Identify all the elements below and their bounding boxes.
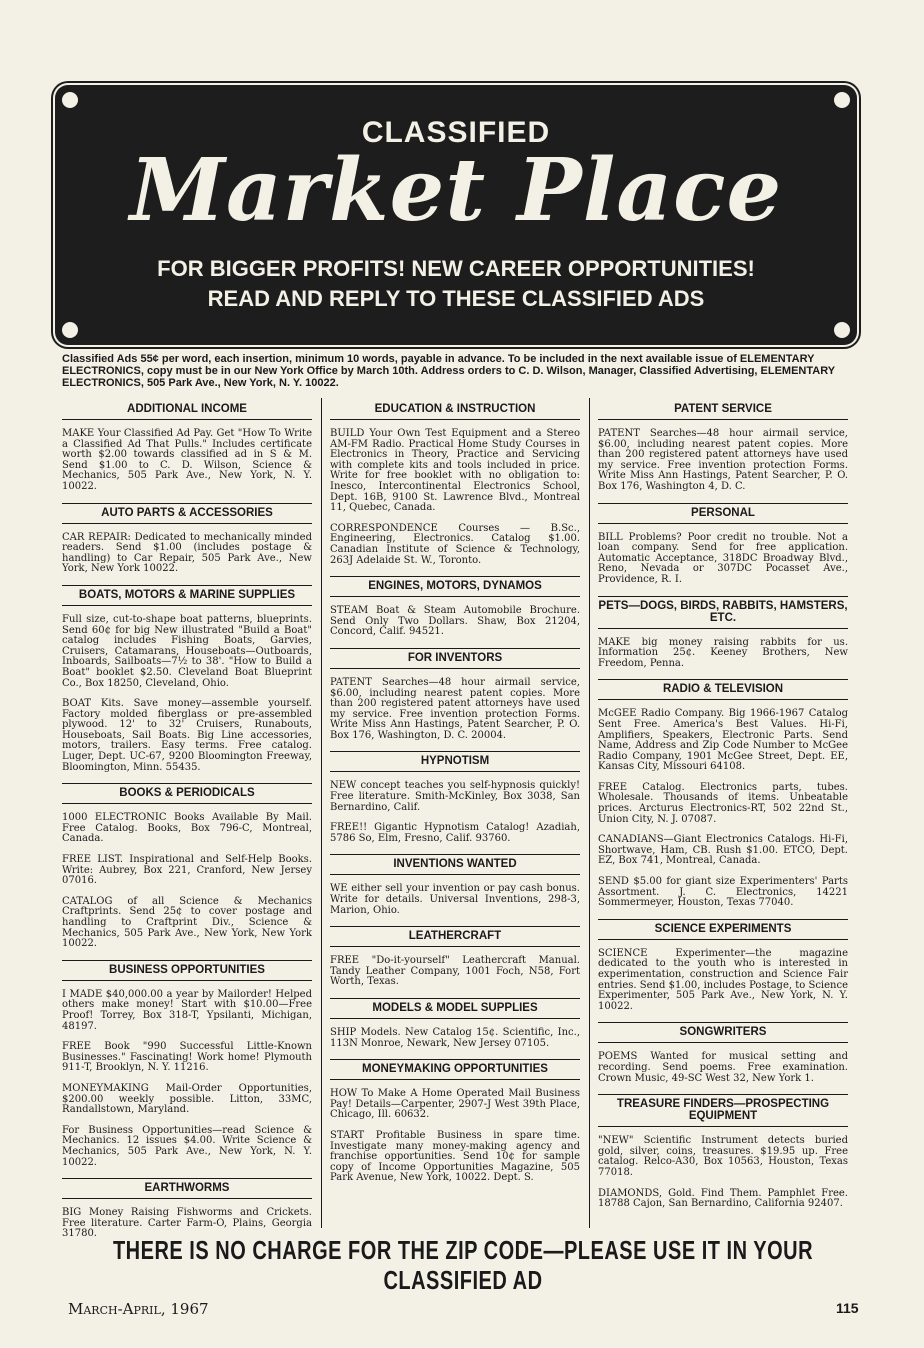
classified-ad: CAR REPAIR: Dedicated to mechanically minded readers. Send $1.00 (includes postage & handling) to Car Repair, 505 Park Ave., New York, New York 10022. [62,531,312,575]
classified-ad: HOW To Make A Home Operated Mail Business Pay! Details—Carpenter, 2907-J West 39th Place, Chicago, Ill. 60632. [330,1088,580,1121]
classified-ad: WE either sell your invention or pay cash bonus. Write for details. Universal Inventions, 298-3, Marion, Ohio. [330,883,580,916]
classified-ad: I MADE $40,000.00 a year by Mailorder! Helped others make money! Start with $10.00—Free Proof! Torrey, Box 318-T, Ypsilanti, Michigan, 48197. [62,988,312,1032]
ad-section [62,585,312,773]
ad-section [330,400,580,566]
column-3 [598,394,848,1220]
classified-ad: "NEW" Scientific Instrument detects buried gold, silver, coins, treasures. $19.95 up. Free catalog. Relco-A30, Box 10563, Houston, Texas 77018. [598,1135,848,1178]
section-heading: LEATHERCRAFT [330,926,580,947]
section-heading: AUTO PARTS & ACCESSORIES [62,503,312,524]
corner-dot [834,92,850,108]
section-heading: MODELS & MODEL SUPPLIES [330,998,580,1019]
classified-ad: DIAMONDS, Gold. Find Them. Pamphlet Free. 18788 Cajon, San Bernardino, California 92407. [598,1187,848,1210]
ad-section [598,596,848,670]
section-heading: ADDITIONAL INCOME [62,400,312,420]
banner-classified: CLASSIFIED [361,116,551,149]
section-heading: TREASURE FINDERS—PROSPECTING EQUIPMENT [598,1094,848,1127]
ad-section [330,998,580,1049]
ad-section [330,648,580,742]
classified-ad: START Profitable Business in spare time. Investigate many money-making agency and franchise opportunities. Send 10¢ for sample copy of Income Opportunities Magazine, 505 Park Avenue, New York, 10022. Dept. S. [330,1129,580,1184]
section-heading: ENGINES, MOTORS, DYNAMOS [330,576,580,597]
classified-ad: SHIP Models. New Catalog 15¢. Scientific, Inc., 113N Monroe, Newark, New Jersey 07105. [330,1027,580,1049]
section-heading: EDUCATION & INSTRUCTION [330,400,580,420]
classified-ad: 1000 ELECTRONIC Books Available By Mail. Free Catalog. Books, Box 796-C, Montreal, Canada. [62,812,312,845]
classified-ad: SCIENCE Experimenter—the magazine dedicated to the youth who is interested in experimentation, construction and Science Fair entries. Send $1.00, includes Postage, to Science Experimenter, 505 Park Ave., New York, N. Y. 10022. [598,947,848,1012]
classified-ad: NEW concept teaches you self-hypnosis quickly! Free literature. Smith-McKinley, Box 3038, San Bernardino, Calif. [330,780,580,813]
section-heading: PATENT SERVICE [598,400,848,420]
classified-ad: MAKE big money raising rabbits for us. Information 25¢. Keeney Brothers, New Freedom, Penna. [598,636,848,669]
ad-section [62,960,312,1168]
column-divider [321,398,322,1228]
intro-paragraph: Classified Ads 55¢ per word, each insertion, minimum 10 words, payable in advance. To be included in the next available issue of ELEMENTARY ELECTRONICS, copy must be in our New York Office by March 10th. Address orders to C. D. Wilson, Manager, Classified Advertising, ELEMENTARY ELECTRONICS, 505 Park Ave., New York, N. Y. 10022. [62,353,835,389]
section-heading: BOATS, MOTORS & MARINE SUPPLIES [62,585,312,606]
classified-ad: CANADIANS—Giant Electronics Catalogs. Hi-Fi, Shortwave, Ham, CB. Rush $1.00. ETCO, Dept. EZ, Box 741, Montreal, Canada. [598,834,848,867]
banner-title: Market Place [129,140,783,241]
classified-ad: POEMS Wanted for musical setting and recording. Send poems. Free examination. Crown Music, 49-SC West 32, New York 1. [598,1051,848,1084]
ad-section [330,576,580,638]
classified-ad: McGEE Radio Company. Big 1966-1967 Catalog Sent Free. America's Best Values. Hi-Fi, Amplifiers, Speakers, Electronic Parts. Send Name, Address and Zip Code Number to McGee Radio Company, 1901 McGee Street, Dept. EE, Kansas City, Missouri 64108. [598,708,848,773]
ad-section [330,854,580,916]
classified-ad: SEND $5.00 for giant size Experimenters' Parts Assortment. J. C. Electronics, 14221 Sommermeyer, Houston, Texas 77040. [598,876,848,909]
ad-section [330,1059,580,1184]
ad-section [62,783,312,950]
ad-section [598,1094,848,1210]
issue-date: March-April, 1967 [68,1300,209,1318]
section-heading: MONEYMAKING OPPORTUNITIES [330,1059,580,1080]
ad-columns [60,394,866,1242]
ad-section [62,503,312,575]
classified-ad: BIG Money Raising Fishworms and Crickets. Free literature. Carter Farm-O, Plains, Georgia 31780. [62,1207,312,1240]
ad-section [62,1178,312,1240]
classified-ad: CATALOG of all Science & Mechanics Craftprints. Send 25¢ to cover postage and handling to Craftprint Div., Science & Mechanics, 505 Park Ave., New York, New York 10022. [62,895,312,950]
classified-ad: FREE Catalog. Electronics parts, tubes. Wholesale. Thousands of items. Unbeatable prices. Arcturus Electronics-RT, 502 22nd St., Union City, N. J. 07087. [598,781,848,825]
section-heading: FOR INVENTORS [330,648,580,669]
classified-ad: BILL Problems? Poor credit no trouble. Not a loan company. Send for free application. Automatic Acceptance, 318DC Broadway Blvd., Reno, Nevada or 307DC Pocasset Ave., Providence, R. I. [598,531,848,585]
classified-ad: STEAM Boat & Steam Automobile Brochure. Send Only Two Dollars. Shaw, Box 21204, Concord, Calif. 94521. [330,605,580,638]
classified-ad: MAKE Your Classified Ad Pay. Get "How To Write a Classified Ad That Pulls." Includes certificate worth $2.00 towards classified ad in S & M. Send $1.00 to C. D. Wilson, Science & Mechanics, 505 Park Ave., New York, N. Y. 10022. [62,428,312,492]
section-heading: PERSONAL [598,503,848,524]
classified-ad: CORRESPONDENCE Courses — B.Sc., Engineering, Electronics. Catalog $1.00. Canadian Institute of Science & Technology, 263J Adelaide St. W., Toronto. [330,522,580,566]
ad-section [330,751,580,844]
page-number: 115 [836,1300,859,1316]
section-heading: SONGWRITERS [598,1022,848,1043]
section-heading: BUSINESS OPPORTUNITIES [62,960,312,981]
classified-ad: MONEYMAKING Mail-Order Opportunities, $200.00 weekly possible. Litton, 33MC, Randallstown, Maryland. [62,1082,312,1116]
classified-ad: Full size, cut-to-shape boat patterns, blueprints. Send 60¢ for big New illustrated "Build a Boat" catalog includes Fishing Boats, Garvies, Cruisers, Catamarans, Houseboats—Outboards, Inboards, Sailboats—7½ to 38'. "How to Build a Boat" booklet $2.50. Cleveland Boat Blueprint Co., Box 18250, Cleveland, Ohio. [62,613,312,689]
ad-section [62,400,312,493]
ad-section [598,679,848,909]
corner-dot [62,322,78,338]
ad-section [330,926,580,988]
section-heading: EARTHWORMS [62,1178,312,1199]
classified-ad: For Business Opportunities—read Science & Mechanics. 12 issues $4.00. Write Science & Mechanics, 505 Park Ave., New York, N. Y. 10022. [62,1124,312,1168]
corner-dot [834,322,850,338]
zip-code-notice: THERE IS NO CHARGE FOR THE ZIP CODE—PLEASE USE IT IN YOUR CLASSIFIED AD [112,1237,814,1296]
ad-section [598,400,848,493]
section-heading: HYPNOTISM [330,751,580,772]
corner-dot [62,92,78,108]
column-1 [62,394,312,1250]
classified-ad: BUILD Your Own Test Equipment and a Stereo AM-FM Radio. Practical Home Study Courses in Electronics in Theory, Practice and Servicing with complete kits and tools included in price. Write for free booklet with no obligation to: Inesco, Intercontinental Electronics School, Dept. 16B, 9100 St. Lawrence Blvd., Montreal 11, Quebec, Canada. [330,428,580,514]
ad-section [598,1022,848,1084]
classified-ad: FREE Book "990 Successful Little-Known Businesses." Fascinating! Work home! Plymouth 911-T, Brooklyn, N. Y. 11216. [62,1041,312,1074]
classified-ad: PATENT Searches—48 hour airmail service, $6.00, including nearest patent copies. More than 200 registered patent attorneys have used my service. Free invention protection Forms. Write Miss Ann Hastings, Patent Searcher, P. O. Box 176, Washington 4, D. C. [598,428,848,492]
ad-section [598,503,848,586]
ad-section [598,919,848,1013]
section-heading: PETS—DOGS, BIRDS, RABBITS, HAMSTERS, ETC. [598,596,848,629]
section-heading: SCIENCE EXPERIMENTS [598,919,848,940]
section-heading: INVENTIONS WANTED [330,854,580,875]
classified-ad: FREE!! Gigantic Hypnotism Catalog! Azadiah, 5786 So, Elm, Fresno, Calif. 93760. [330,822,580,844]
column-divider [589,398,590,1228]
classified-ad: BOAT Kits. Save money—assemble yourself. Factory molded fiberglass or pre-assembled plywood. 12' to 32' Cruisers, Runabouts, Houseboats, Sail Boats. Big Line accessories, motors, trailers. Easy terms. Free catalog. Luger, Dept. UC-67, 9200 Bloomington Freeway, Bloomington, Minn. 55435. [62,698,312,773]
section-heading: RADIO & TELEVISION [598,679,848,700]
section-heading: BOOKS & PERIODICALS [62,783,312,804]
classified-ad: FREE "Do-it-yourself" Leathercraft Manual. Tandy Leather Company, 1001 Foch, N58, Fort Worth, Texas. [330,955,580,988]
column-2 [330,394,580,1194]
banner-line-1: FOR BIGGER PROFITS! NEW CAREER OPPORTUNITIES! [157,256,755,281]
banner-line-2: READ AND REPLY TO THESE CLASSIFIED ADS [207,286,705,311]
classified-ad: FREE LIST. Inspirational and Self-Help Books. Write: Aubrey, Box 221, Cranford, New Jersey 07016. [62,854,312,887]
classified-banner [58,88,854,342]
classified-ad: PATENT Searches—48 hour airmail service, $6.00, including nearest patent copies. More than 200 registered patent attorneys have used my service. Free invention protection Forms. Write Miss Ann Hastings, Patent Searcher, P. O. Box 176, Washington, D. C. 20004. [330,676,580,741]
